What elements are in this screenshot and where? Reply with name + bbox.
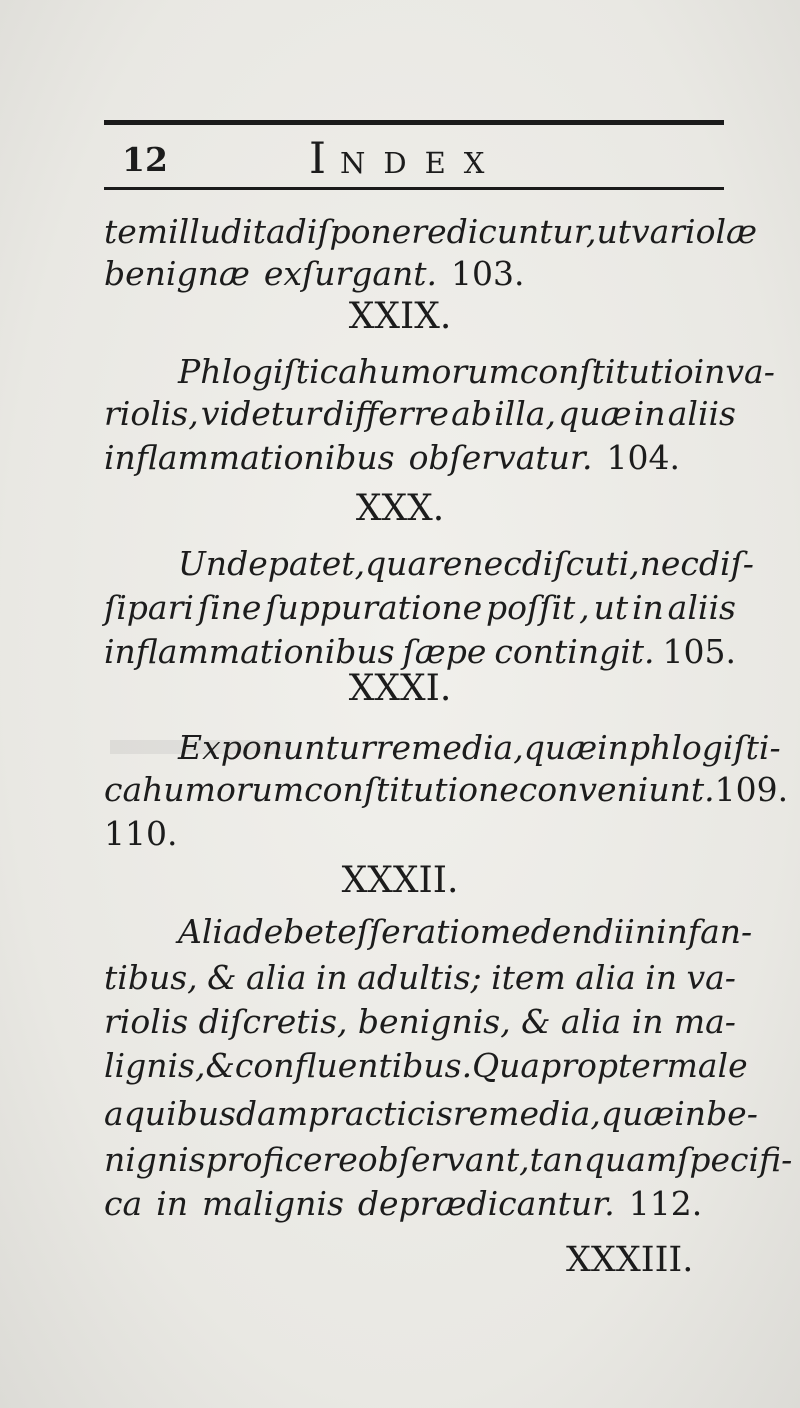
- word: &: [205, 1046, 235, 1085]
- word: alia: [575, 958, 636, 997]
- word: videtur: [200, 394, 322, 433]
- word: conveniunt.: [518, 770, 715, 809]
- word: phlogiſti-: [628, 728, 781, 767]
- word: benignæ: [104, 254, 250, 293]
- word: alia: [560, 1002, 622, 1041]
- word: va-: [686, 958, 736, 997]
- word: ab: [451, 394, 492, 433]
- text-line: [104, 438, 736, 480]
- text-line: [104, 212, 758, 254]
- word: ca: [104, 1184, 143, 1223]
- word: in: [631, 588, 664, 627]
- text-line: [104, 958, 736, 1000]
- word: diſcuti,: [521, 544, 640, 583]
- word: nec: [462, 544, 522, 583]
- running-title: [309, 134, 502, 184]
- word: aliis: [667, 394, 736, 433]
- word: differre: [323, 394, 449, 433]
- word: benignis,: [357, 1002, 511, 1041]
- word: be-: [706, 1094, 758, 1133]
- header-rule-bottom: [104, 187, 724, 190]
- word: Unde: [178, 544, 268, 583]
- word: adultis;: [357, 958, 482, 997]
- text-line: [104, 814, 736, 856]
- page-number: 12: [122, 140, 168, 179]
- section-numeral: XXXII.: [341, 860, 459, 901]
- word: obſervatur.: [408, 438, 593, 477]
- word: in: [315, 958, 348, 997]
- page-reference: 103.: [451, 254, 525, 293]
- word: in: [156, 1184, 188, 1223]
- word: va-: [725, 352, 775, 391]
- word: humorum: [142, 770, 305, 809]
- word: practicis: [308, 1094, 453, 1133]
- word: a: [104, 1094, 124, 1133]
- page-reference: 105.: [662, 632, 736, 671]
- word: humorum: [357, 352, 520, 391]
- word: nec: [639, 544, 699, 583]
- word: ita: [242, 212, 286, 251]
- word: variolæ: [630, 212, 758, 251]
- word: tibus,: [104, 958, 198, 997]
- text-line: [104, 254, 736, 296]
- word: debet: [242, 912, 338, 951]
- word: tem: [104, 212, 169, 251]
- word: remedia,: [375, 728, 524, 767]
- word: in: [624, 912, 657, 951]
- word: aliis: [667, 588, 736, 627]
- word: in: [674, 1094, 707, 1133]
- running-title-rest: NDEX: [340, 146, 503, 180]
- word: inflammationibus: [104, 632, 395, 671]
- word: quare: [365, 544, 463, 583]
- word: item: [491, 958, 566, 997]
- word: ſine: [197, 588, 262, 627]
- catchword: XXXIII.: [566, 1240, 694, 1280]
- word: malignis: [201, 1184, 344, 1223]
- word: remedia,: [452, 1094, 601, 1133]
- word: infan-: [656, 912, 753, 951]
- word: obſervant,: [357, 1140, 530, 1179]
- section-numeral: XXIX.: [348, 296, 452, 337]
- word: quæ: [600, 1094, 675, 1133]
- word: ſpecifi-: [677, 1140, 793, 1179]
- word: conſtitutione: [304, 770, 519, 809]
- section-numeral: XXXI.: [348, 668, 452, 709]
- text-line: [104, 588, 736, 630]
- word: lignis,: [104, 1046, 206, 1085]
- text-line: [178, 544, 754, 586]
- text-line: [104, 1184, 736, 1226]
- word: &: [521, 1002, 551, 1041]
- text-line: [104, 1140, 793, 1182]
- word: inflammationibus: [104, 438, 395, 477]
- word: &: [207, 958, 237, 997]
- word: medendi: [479, 912, 625, 951]
- word: alia: [245, 958, 307, 997]
- word: quæ: [558, 394, 632, 433]
- word: riolis: [104, 1002, 189, 1041]
- text-line: [104, 394, 736, 436]
- text-line: [178, 728, 781, 770]
- word: ſuppuratione: [265, 588, 483, 627]
- page-reference: 104.: [606, 438, 681, 477]
- word: in: [597, 728, 629, 767]
- text-line: [178, 352, 775, 394]
- text-line: [104, 770, 789, 812]
- word: eſſe: [337, 912, 401, 951]
- word: confluentibus.: [234, 1046, 473, 1085]
- text-line: [104, 1002, 736, 1044]
- section-numeral: XXX.: [355, 488, 445, 529]
- word: tanquam: [529, 1140, 678, 1179]
- word: poſſit: [486, 588, 576, 627]
- word: ,: [579, 588, 590, 627]
- word: ma-: [673, 1002, 736, 1041]
- word: ratio: [400, 912, 480, 951]
- page-header: [104, 134, 724, 182]
- word: in: [633, 394, 666, 433]
- word: Phlogiſtica: [178, 352, 358, 391]
- page-reference: 109.: [714, 770, 789, 809]
- word: diſponere: [285, 212, 447, 251]
- page-reference: 112.: [628, 1184, 703, 1223]
- word: ſipari: [104, 588, 194, 627]
- word: dicuntur,: [446, 212, 597, 251]
- word: Alia: [178, 912, 243, 951]
- text-line: [104, 1094, 758, 1136]
- header-rule-top: [104, 120, 724, 125]
- word: nignis: [104, 1140, 206, 1179]
- word: contingit.: [494, 632, 655, 671]
- word: exſurgant.: [263, 254, 438, 293]
- word: riolis,: [104, 394, 199, 433]
- word: Exponuntur: [178, 728, 376, 767]
- word: patet,: [267, 544, 366, 583]
- word: ſæpe: [402, 632, 487, 671]
- word: diſcretis,: [198, 1002, 348, 1041]
- word: in: [631, 1002, 664, 1041]
- word: illa,: [494, 394, 556, 433]
- word: in: [693, 352, 726, 391]
- word: in: [645, 958, 677, 997]
- word: quibusdam: [123, 1094, 309, 1133]
- page-reference: 110.: [104, 814, 178, 853]
- word: conſtitutio: [519, 352, 694, 391]
- text-line: [104, 1046, 748, 1088]
- word: ut: [593, 588, 629, 627]
- word: illud: [168, 212, 243, 251]
- word: Quapropter: [472, 1046, 667, 1085]
- word: ca: [104, 770, 143, 809]
- word: diſ-: [698, 544, 754, 583]
- word: quæ: [523, 728, 598, 767]
- word: male: [666, 1046, 748, 1085]
- text-line: [178, 912, 753, 954]
- word: deprædicantur.: [357, 1184, 615, 1223]
- word: ut: [596, 212, 631, 251]
- running-title-initial: I: [309, 134, 340, 184]
- word: proficere: [205, 1140, 358, 1179]
